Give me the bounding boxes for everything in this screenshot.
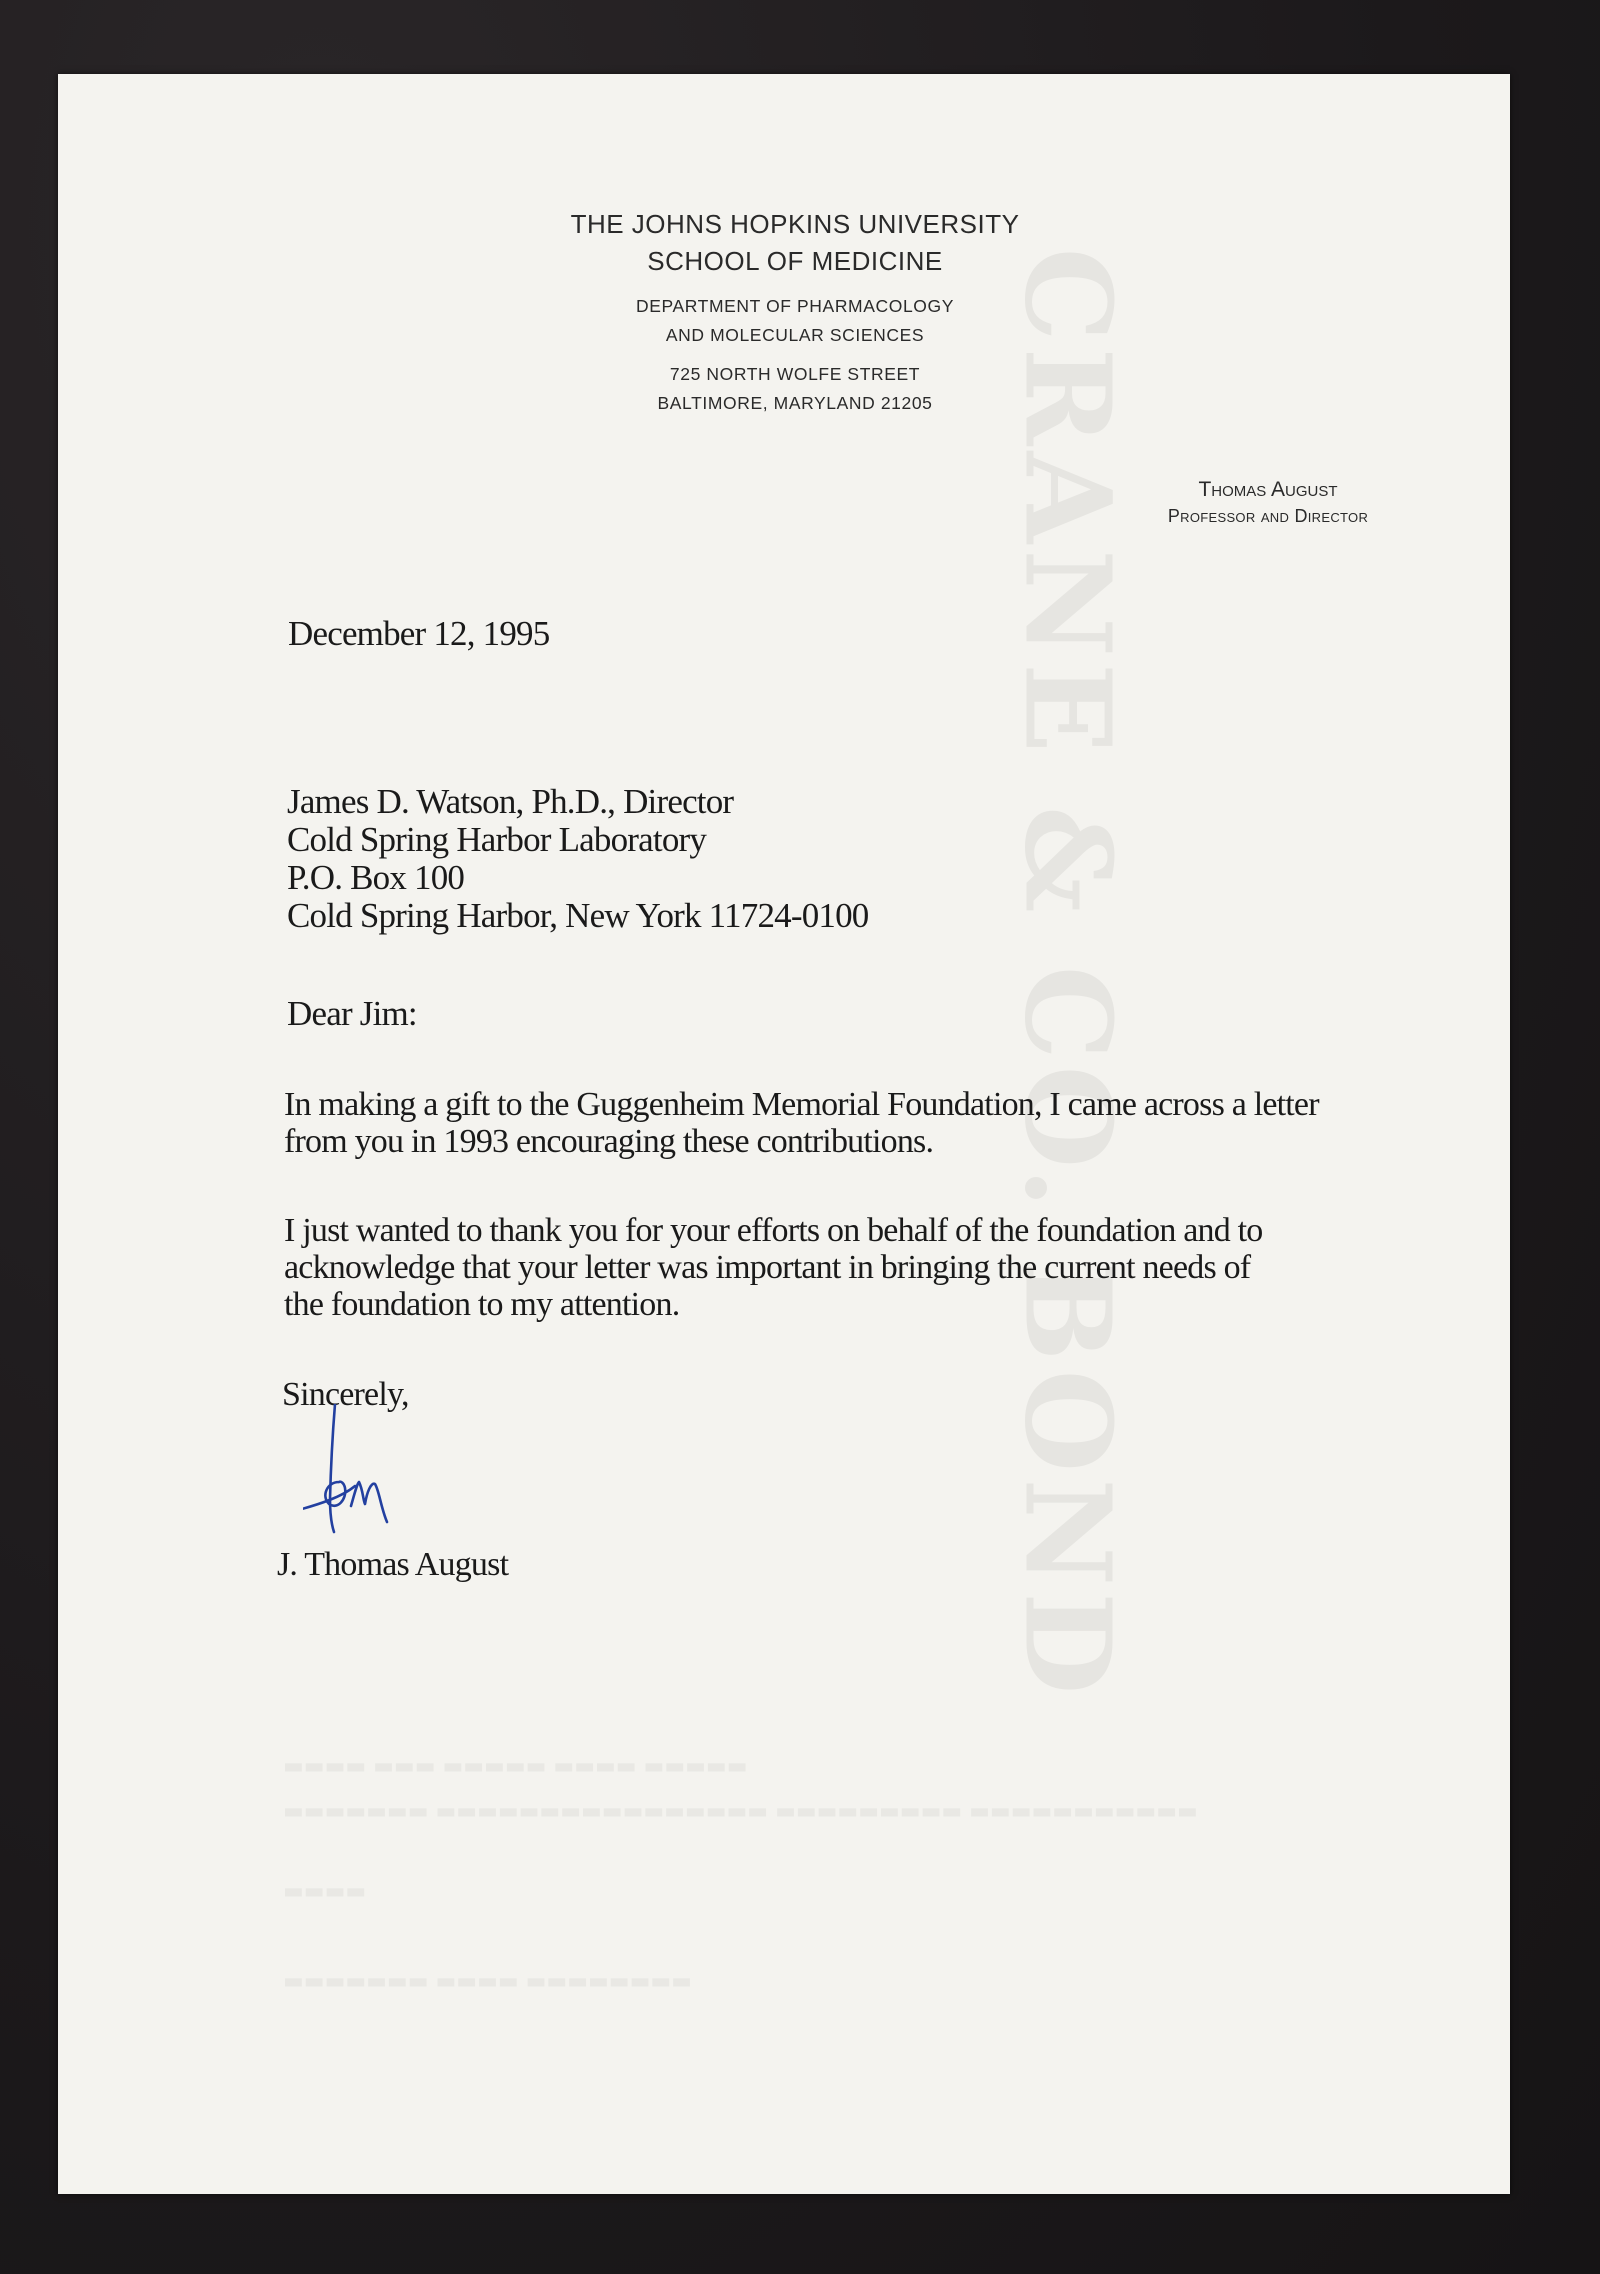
body-paragraph-line: acknowledge that your letter was important in bringing the current needs of (284, 1249, 1251, 1286)
letterhead-department: DEPARTMENT OF PHARMACOLOGY (635, 296, 954, 316)
body-paragraph-line: In making a gift to the Guggenheim Memorial Foundation, I came across a letter (284, 1086, 1319, 1123)
reverse-side-show-through: ▬▬▬▬▬▬▬ ▬▬▬▬ ▬▬▬▬▬▬▬▬ (283, 1969, 692, 1994)
recipient-address-line: James D. Watson, Ph.D., Director (287, 782, 734, 821)
reverse-side-show-through: ▬▬▬▬▬▬▬ ▬▬▬▬▬▬▬▬▬▬▬▬▬▬▬▬ ▬▬▬▬▬▬▬▬▬ ▬▬▬▬▬▬▬▬▬▬▬ (283, 1799, 1198, 1824)
sender-name: Thomas August (1198, 478, 1338, 501)
recipient-address-line: Cold Spring Harbor, New York 11724-0100 (287, 896, 869, 935)
reverse-side-show-through: CRANE & CO. BOND (998, 247, 1138, 1701)
body-paragraph-line: I just wanted to thank you for your efforts on behalf of the foundation and to (284, 1212, 1263, 1249)
closing: Sincerely, (282, 1376, 409, 1413)
letterhead-city: BALTIMORE, MARYLAND 21205 (657, 393, 933, 413)
signer-name: J. Thomas August (277, 1546, 509, 1583)
letterhead-school: SCHOOL OF MEDICINE (647, 246, 943, 276)
letterhead-street: 725 NORTH WOLFE STREET (669, 364, 921, 384)
letterhead-department: AND MOLECULAR SCIENCES (665, 325, 925, 345)
letter-date: December 12, 1995 (288, 614, 550, 653)
letterhead-university: THE JOHNS HOPKINS UNIVERSITY (570, 209, 1020, 239)
reverse-side-show-through: ▬▬▬▬ (283, 1879, 367, 1904)
recipient-address-line: P.O. Box 100 (287, 858, 465, 897)
body-paragraph-line: from you in 1993 encouraging these contributions. (284, 1123, 934, 1160)
body-paragraph-line: the foundation to my attention. (284, 1286, 680, 1323)
reverse-side-show-through: ▬▬▬▬ ▬▬▬ ▬▬▬▬▬ ▬▬▬▬ ▬▬▬▬▬ (283, 1754, 748, 1779)
sender-title: Professor and Director (1167, 506, 1369, 526)
letter-page (58, 74, 1510, 2194)
handwritten-signature (303, 1404, 453, 1554)
recipient-address-line: Cold Spring Harbor Laboratory (287, 820, 707, 859)
salutation: Dear Jim: (287, 994, 417, 1033)
